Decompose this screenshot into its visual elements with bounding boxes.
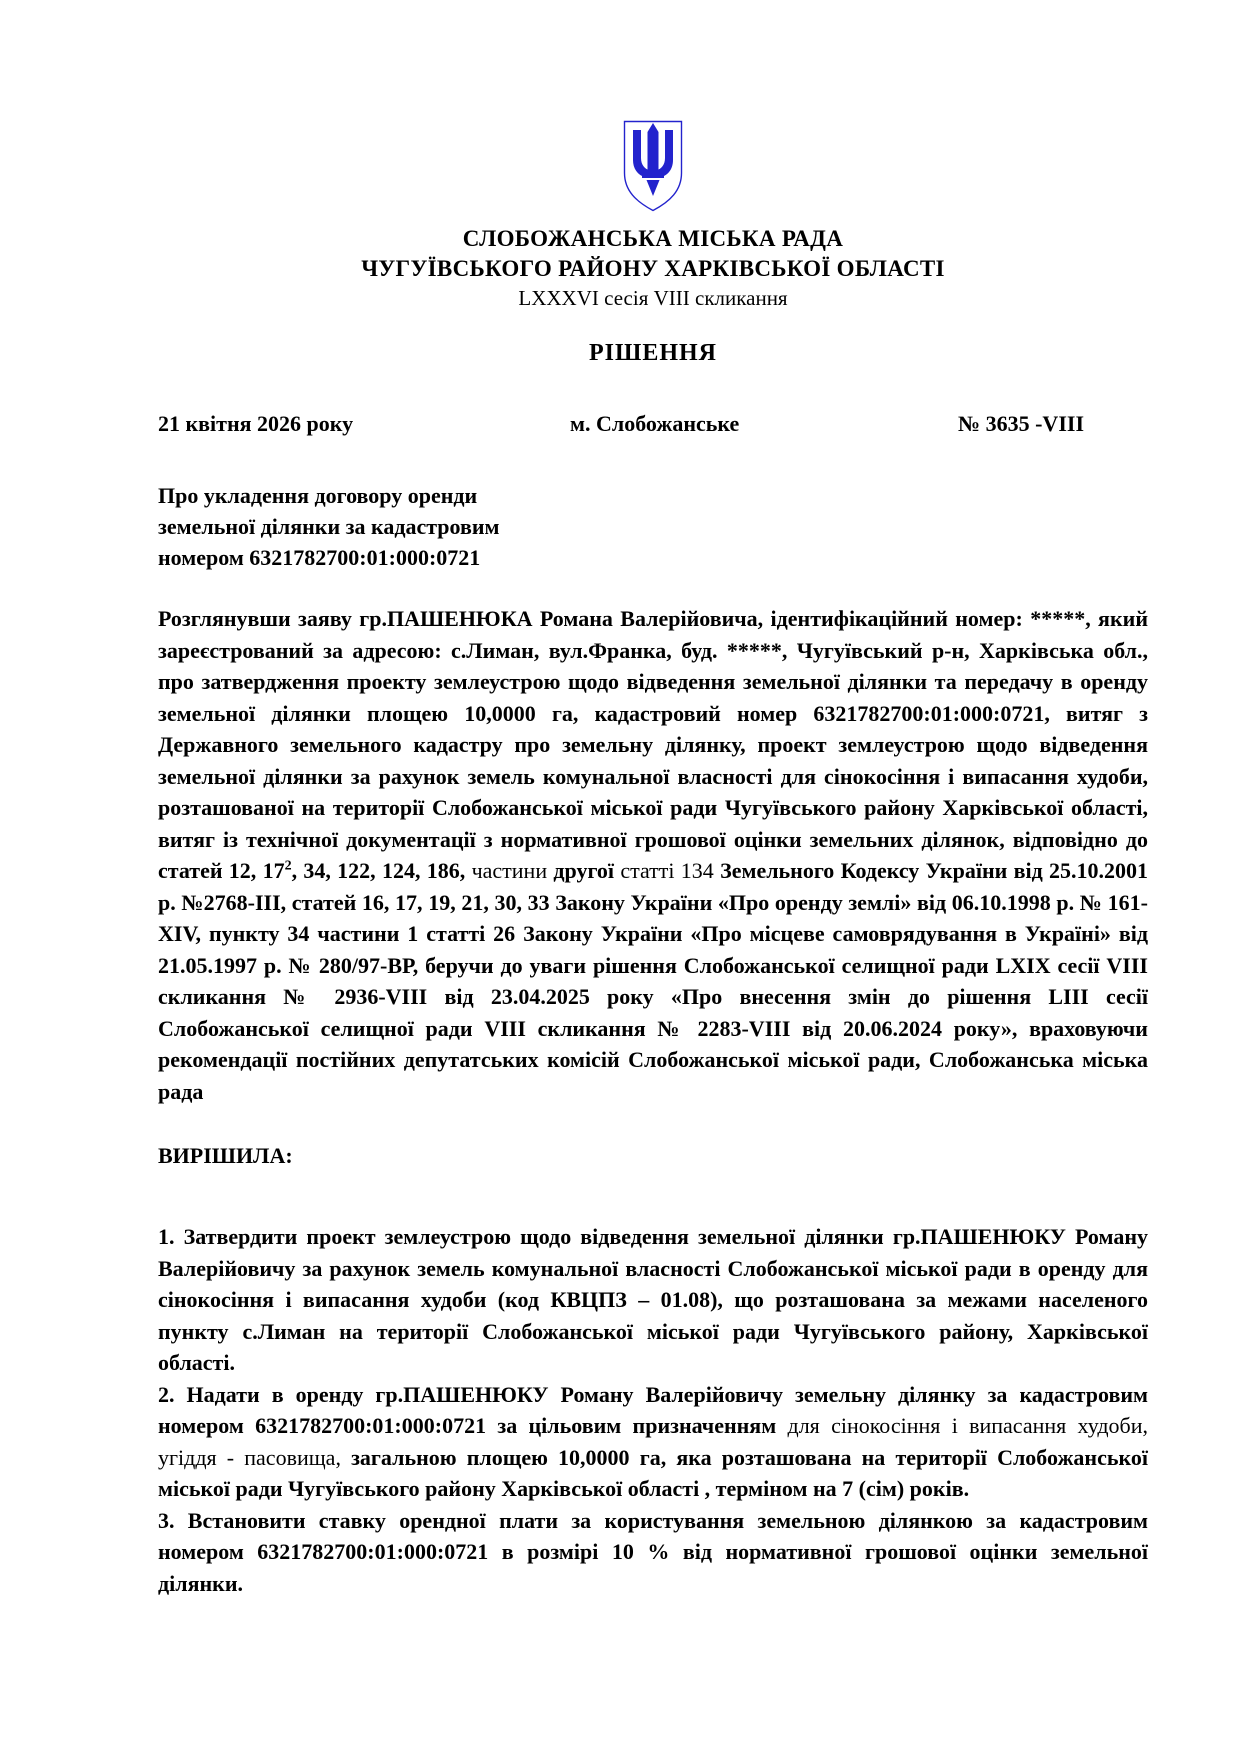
preamble-paragraph	[158, 603, 1148, 1107]
item-2-run-3: загальною площею 10,0000 га, яка розташована на території Слобожанської міської ради Чугуївського району Харківської області , терміном на 7 (сім) років.	[158, 1444, 1148, 1501]
decision-title: РІШЕННЯ	[588, 340, 718, 366]
org-region: ЧУГУЇВСЬКОГО РАЙОНУ ХАРКІВСЬКОЇ ОБЛАСТІ	[361, 256, 945, 281]
preamble-run-7: Земельного Кодексу України від 25.10.2001 р. №2768-III, статей 16, 17, 19, 21, 30, 33 Закону України «Про оренду землі» від 06.10.1998 р. № 161-XIV, пункту 34 частини 1 статті 26 Закону України «Про місцеве самоврядування в Україні» від 21.05.1997 р. № 280/97-ВР, беручи до уваги рішення Слобожанської селищної ради LXIX сесії VIII скликання № 2936-VIII від 23.04.2025 року «Про внесення змін до рішення LIII сесії Слобожанської селищної ради VIII скликання № 2283-VIII від 20.06.2024 року», враховуючи рекомендації постійних депутатських комісій Слобожанської міської ради, Слобожанська міська рада	[158, 858, 1149, 1104]
preamble-run-1: Розглянувши заяву гр.ПАШЕНЮКА Романа Валерійовича, ідентифікаційний номер: *****, який зареєстрований за адресою: с.Лиман, вул.Франка, буд. *****, Чугуївський р-н, Харківська обл., про затвердження проекту землеустрою щодо відведення земельної ділянки та передачу в оренду земельної ділянки площею 10,0000 га, кадастровий номер 6321782700:01:000:0721, витяг з Державного земельного кадастру про земельну ділянку, проект землеустрою щодо відведення земельної ділянки за рахунок земель комунальної власності для сінокосіння і випасання худоби, розташованої на території Слобожанської міської ради Чугуївського району Харківської області, витяг із технічної документації з нормативної грошової оцінки земельних ділянок, відповідно до статей 12, 17	[158, 606, 1148, 883]
preamble-run-4: частини	[471, 858, 554, 883]
decision-subject	[158, 480, 1148, 573]
document-header	[158, 118, 1148, 312]
resolved-label: ВИРІШИЛА:	[158, 1143, 293, 1168]
preamble-run-6: статті 134	[620, 858, 721, 883]
decision-place: м. Слобожанське	[570, 411, 740, 436]
item-2-run-2: для сінокосіння і випасання худоби, угіддя - пасовища,	[158, 1413, 1148, 1470]
ukraine-trident-coat-of-arms-icon	[620, 118, 686, 214]
org-name: СЛОБОЖАНСЬКА МІСЬКА РАДА	[462, 226, 844, 251]
subject-line-3: номером 6321782700:01:000:0721	[158, 545, 481, 570]
preamble-run-5: другої	[553, 858, 621, 883]
decision-item-3: 3. Встановити ставку орендної плати за користування земельною ділянкою за кадастровим номером 6321782700:01:000:0721 в розмірі 10 % від нормативної грошової оцінки земельної ділянки.	[158, 1507, 1148, 1596]
session-line: LXXXVI сесія VIII скликання	[518, 286, 788, 310]
decision-date: 21 квітня 2026 року	[158, 411, 354, 436]
item-2-run-1: 2. Надати в оренду гр.ПАШЕНЮКУ Роману Валерійовичу земельну ділянку за кадастровим номером 6321782700:01:000:0721 за цільовим призначенням	[158, 1381, 1148, 1438]
trident-glyph	[633, 123, 673, 196]
superscript-2: 2	[284, 858, 292, 874]
preamble-run-3: , 34, 122, 124, 186,	[291, 858, 472, 883]
decision-meta-row	[158, 411, 1148, 442]
decision-item-1: 1. Затвердити проект землеустрою щодо відведення земельної ділянки гр.ПАШЕНЮКУ Роману Валерійовичу за рахунок земель комунальної власності Слобожанської міської ради в оренду для сінокосіння і випасання худоби (код КВЦПЗ – 01.08), що розташована за межами населеного пункту с.Лиман на території Слобожанської міської ради Чугуївського району, Харківської області.	[158, 1224, 1148, 1375]
decision-item-2	[158, 1379, 1148, 1505]
subject-line-1: Про укладення договору оренди	[158, 483, 478, 508]
subject-line-2: земельної ділянки за кадастровим	[158, 514, 500, 539]
decision-number: № 3635 -VIII	[958, 411, 1085, 436]
decision-items	[158, 1221, 1148, 1599]
